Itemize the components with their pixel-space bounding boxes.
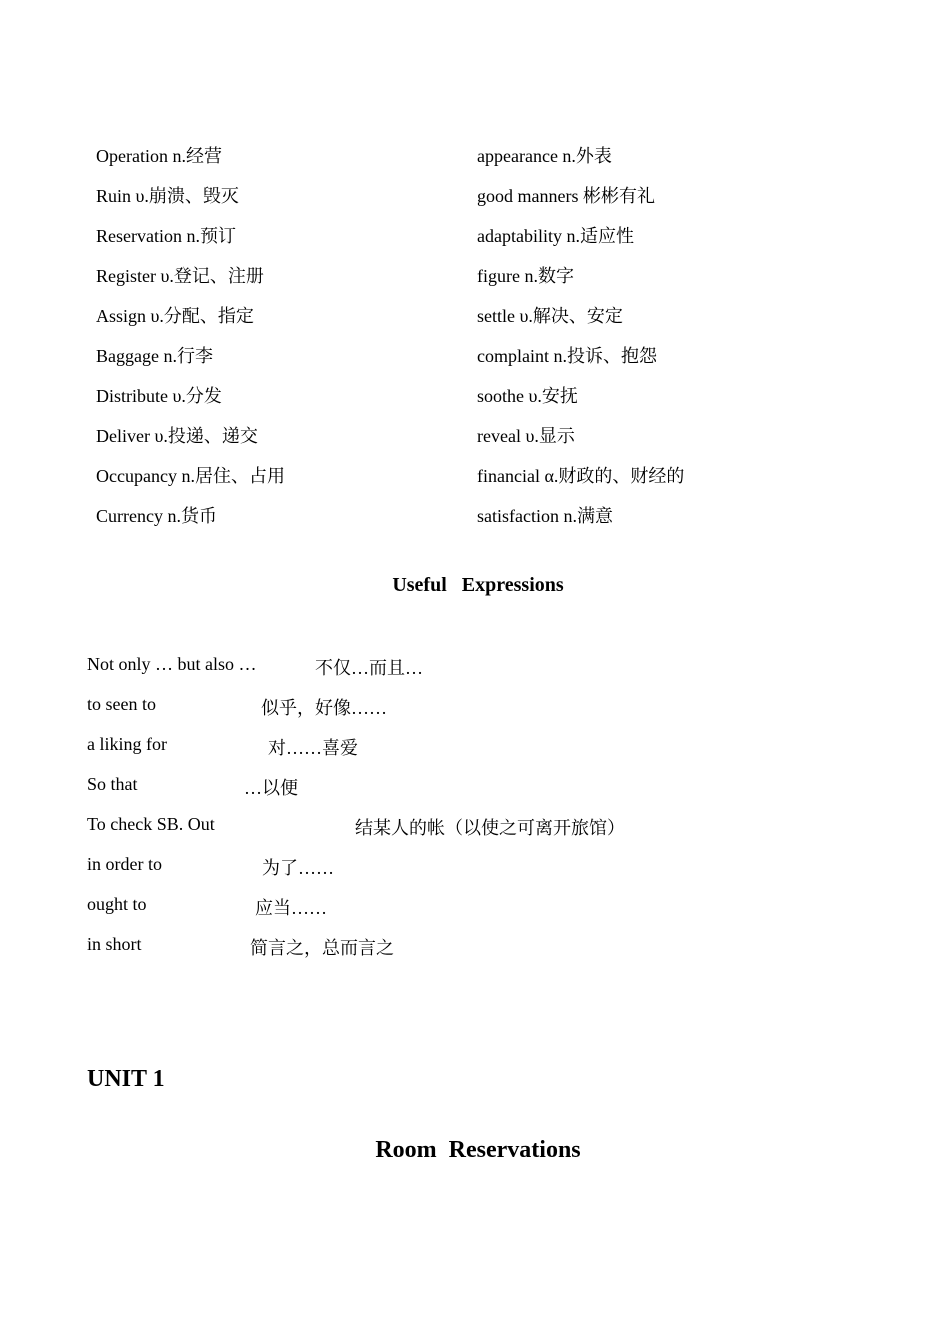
vocab-row [96, 135, 856, 175]
expression-english: in order to [87, 854, 162, 874]
vocab-row [96, 295, 856, 335]
useful-expressions-heading: Useful Expressions [392, 574, 564, 596]
vocab-term: adaptability n.适应性 [477, 226, 634, 246]
vocab-term: good manners 彬彬有礼 [477, 186, 655, 206]
expression-english: in short [87, 934, 142, 954]
expression-chinese: 简言之，总而言之 [250, 938, 394, 958]
unit-heading: UNIT 1 [87, 1066, 165, 1092]
expression-chinese: 应当…… [255, 898, 327, 918]
vocab-term: settle υ.解决、安定 [477, 306, 623, 326]
expression-english: So that [87, 774, 138, 794]
expression-english: Not only … but also … [87, 654, 257, 674]
vocab-term: figure n.数字 [477, 266, 574, 286]
vocab-term: financial α.财政的、财经的 [477, 466, 685, 486]
vocabulary-list [96, 135, 856, 535]
expression-row [87, 934, 847, 974]
expression-chinese: 为了…… [262, 858, 334, 878]
expression-row [87, 734, 847, 774]
vocab-row [96, 415, 856, 455]
expression-row [87, 894, 847, 934]
expression-english: a liking for [87, 734, 167, 754]
expression-chinese: 不仅…而且… [315, 658, 423, 678]
expression-row [87, 694, 847, 734]
expression-english: to seen to [87, 694, 156, 714]
expression-chinese: 对……喜爱 [268, 738, 358, 758]
vocab-term: Ruin υ.崩溃、毁灭 [96, 186, 239, 206]
expression-row [87, 854, 847, 894]
vocab-term: soothe υ.安抚 [477, 386, 578, 406]
vocab-term: complaint n.投诉、抱怨 [477, 346, 657, 366]
vocab-row [96, 335, 856, 375]
expressions-list [87, 654, 847, 974]
vocab-term: appearance n.外表 [477, 146, 612, 166]
vocab-term: Register υ.登记、注册 [96, 266, 264, 286]
vocab-row [96, 215, 856, 255]
vocab-row [96, 255, 856, 295]
expression-row [87, 814, 847, 854]
expression-chinese: 结某人的帐（以使之可离开旅馆） [355, 818, 625, 838]
vocab-term: Currency n.货币 [96, 506, 217, 526]
vocab-row [96, 375, 856, 415]
vocab-term: Operation n.经营 [96, 146, 222, 166]
expression-english: To check SB. Out [87, 814, 215, 834]
expression-english: ought to [87, 894, 147, 914]
expression-row [87, 654, 847, 694]
vocab-term: satisfaction n.满意 [477, 506, 613, 526]
unit-title: Room Reservations [375, 1137, 581, 1163]
vocab-term: reveal υ.显示 [477, 426, 575, 446]
vocab-term: Distribute υ.分发 [96, 386, 222, 406]
vocab-term: Baggage n.行李 [96, 346, 213, 366]
vocab-row [96, 455, 856, 495]
expression-row [87, 774, 847, 814]
vocab-term: Assign υ.分配、指定 [96, 306, 254, 326]
expression-chinese: …以便 [244, 778, 298, 798]
vocab-term: Deliver υ.投递、递交 [96, 426, 258, 446]
expression-chinese: 似乎，好像…… [261, 698, 387, 718]
vocab-row [96, 495, 856, 535]
vocab-term: Reservation n.预订 [96, 226, 236, 246]
vocab-row [96, 175, 856, 215]
vocab-term: Occupancy n.居住、占用 [96, 466, 285, 486]
